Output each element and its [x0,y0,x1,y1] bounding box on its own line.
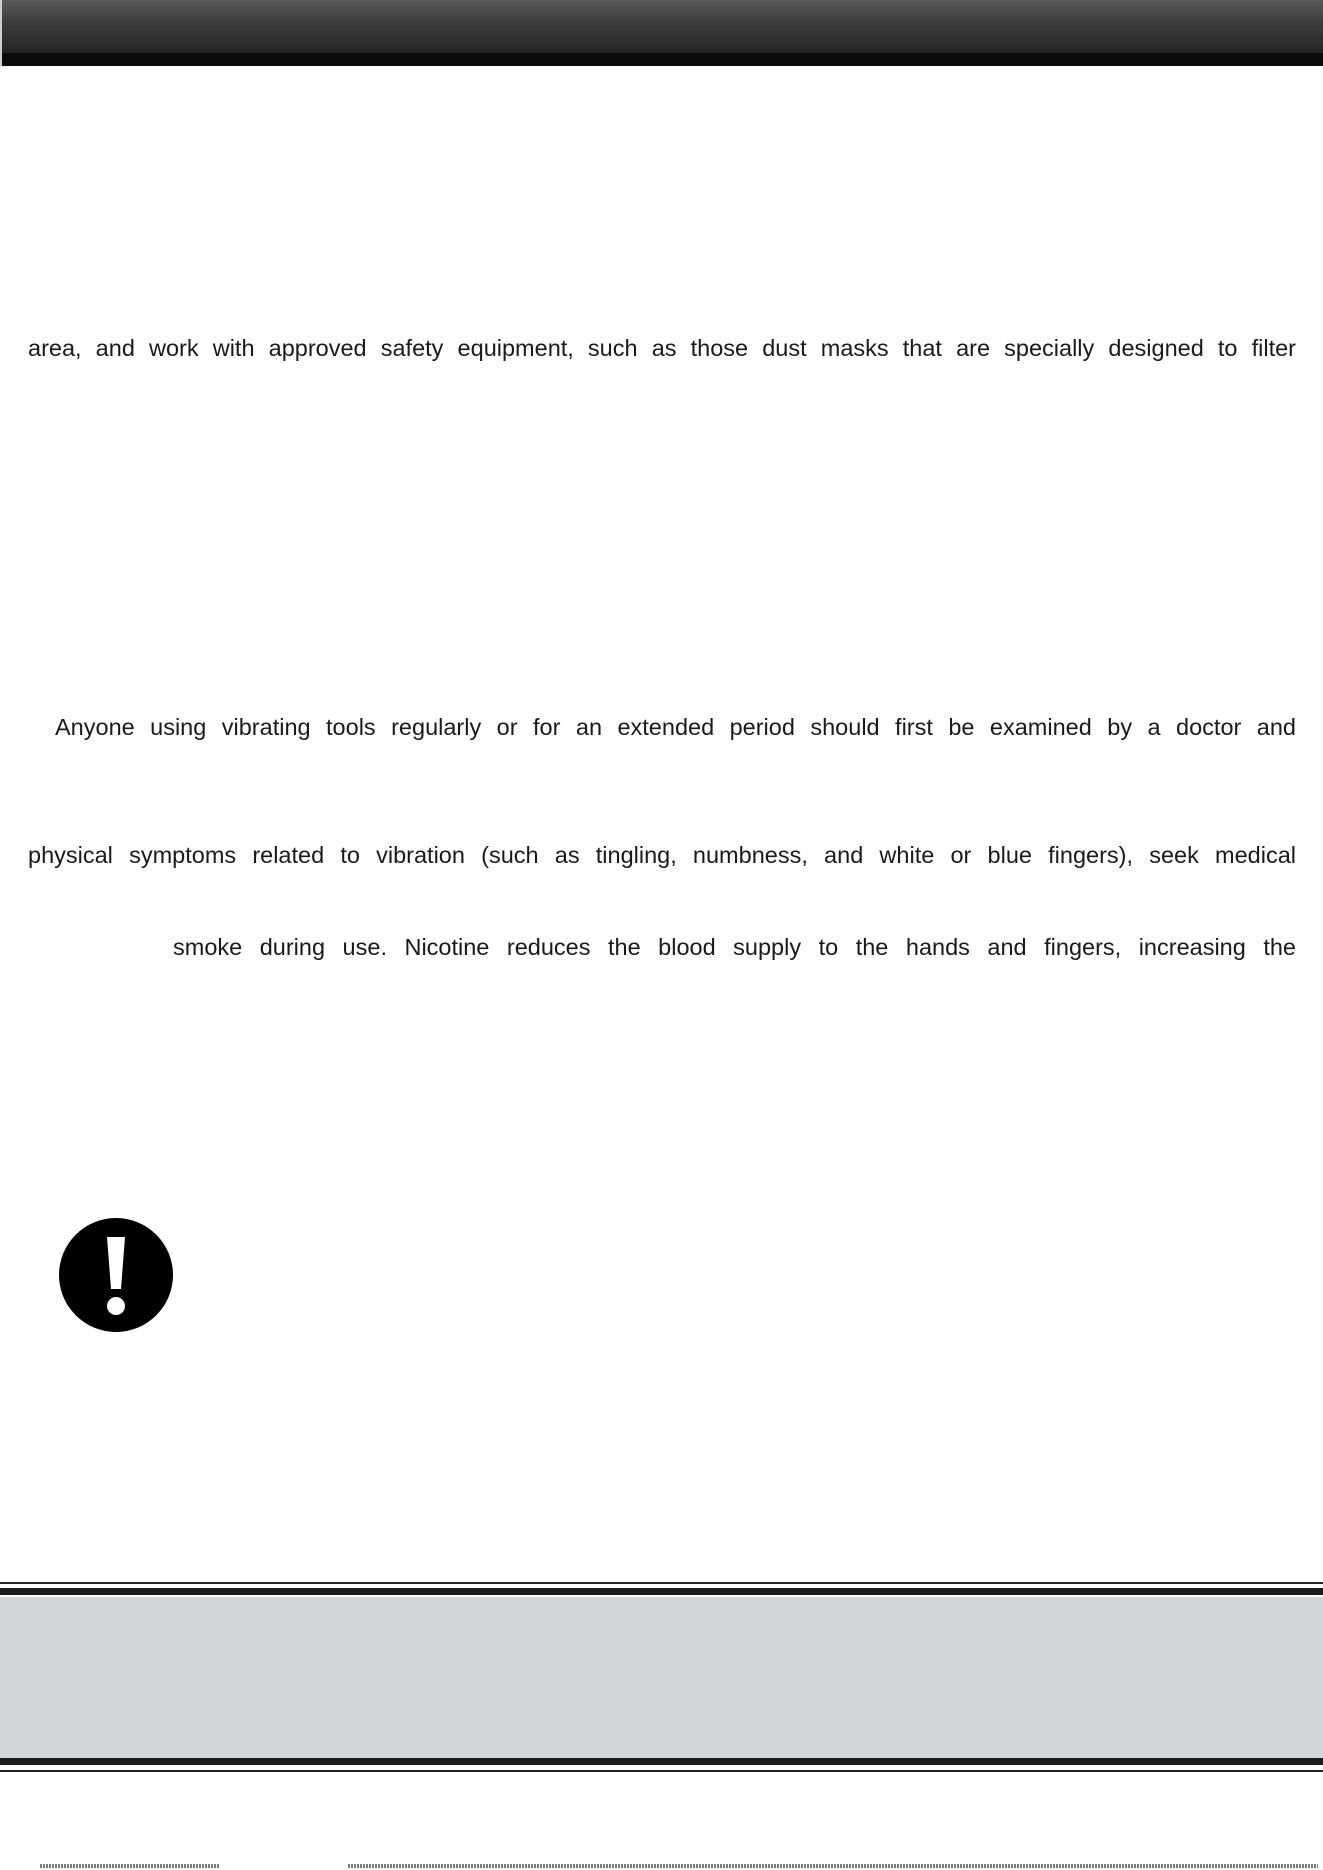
body-text-line: smoke during use. Nicotine reduces the blood supply to the hands and fingers, increasing the [173,934,1296,960]
footer-rule [0,1758,1323,1765]
body-text-line: area, and work with approved safety equipment, such as those dust masks that are specially designed to filter [28,335,1296,361]
bottom-dashed-line [348,1864,1318,1868]
footer-rule [0,1588,1323,1595]
body-text-line: Anyone using vibrating tools regularly or for an extended period should first be examined by a doctor and [55,714,1296,740]
bottom-dashed-line [40,1864,220,1868]
exclamation-circle-icon [58,1217,174,1333]
header-bar [0,0,1323,66]
body-text-line: physical symptoms related to vibration (such as tingling, numbness, and white or blue fingers), seek medical [28,842,1296,868]
footer-band [0,1597,1323,1758]
footer-rule [0,1770,1323,1772]
footer-rule [0,1582,1323,1584]
